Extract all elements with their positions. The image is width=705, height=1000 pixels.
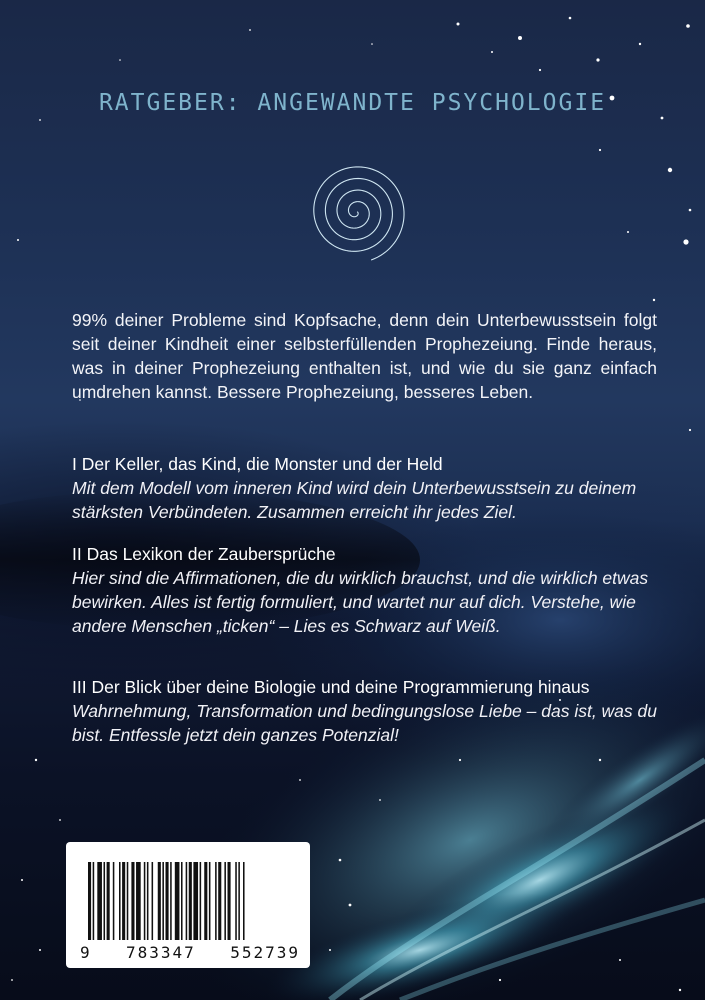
barcode-bar <box>243 862 245 940</box>
barcode-bar <box>200 862 202 940</box>
section-body: Hier sind die Affirmationen, die du wirklich brauchst, und die wirklich etwas bewirken. Alles ist fertig formuliert, und wartet nur auf dich. Verstehe, wie andere Menschen „ticken“ – Lies es Schwarz auf Weiß. <box>72 568 649 636</box>
series-title: RATGEBER: ANGEWANDTE PSYCHOLOGIE <box>98 90 607 116</box>
barcode-bar <box>144 862 146 940</box>
isbn-right-group: 552739 <box>230 943 300 962</box>
barcode-bar <box>152 862 154 940</box>
intro-text: 99% deiner Probleme sind Kopfsache, denn dein Unterbewusstsein folgt seit deiner Kindheit einer selbsterfüllenden Prophezeiung. Finde heraus, was in deiner Prophezeiung enthalten ist, und wie du sie ganz einfach umdrehen kannst. Bessere Prophezeiung, besseres Leben. <box>72 310 657 402</box>
section-heading: III Der Blick über deine Biologie und deine Programmierung hinaus <box>72 677 590 697</box>
isbn-first-digit: 9 <box>80 943 92 962</box>
section-heading: II Das Lexikon der Zaubersprüche <box>72 544 336 564</box>
isbn-barcode <box>66 842 310 968</box>
barcode-bar <box>107 862 110 940</box>
barcode-bar <box>147 862 149 940</box>
barcode-bar <box>218 862 221 940</box>
section-body: Mit dem Modell vom inneren Kind wird dein Unterbewusstsein zu deinem stärksten Verbündeten. Zusammen erreicht ihr jedes Ziel. <box>72 478 637 522</box>
isbn-number <box>80 943 300 962</box>
section-3 <box>72 675 657 747</box>
barcode-bar <box>88 862 91 940</box>
barcode-bar <box>136 862 141 940</box>
isbn-left-group: 783347 <box>126 943 196 962</box>
barcode-bar <box>170 862 172 940</box>
barcode-bar <box>189 862 192 940</box>
barcode-bar <box>97 862 102 940</box>
barcode-bar <box>93 862 95 940</box>
barcode-bar <box>127 862 129 940</box>
barcode-bar <box>186 862 188 940</box>
section-heading: I Der Keller, das Kind, die Monster und der Held <box>72 454 443 474</box>
section-body: Wahrnehmung, Transformation und bedingungslose Liebe – das ist, was du bist. Entfessle jetzt dein ganzes Potenzial! <box>72 701 657 745</box>
barcode-bar <box>175 862 180 940</box>
barcode-bar <box>158 862 161 940</box>
barcode-bar <box>181 862 183 940</box>
barcode-bar <box>215 862 217 940</box>
barcode-bar <box>224 862 226 940</box>
barcode-bar <box>166 862 169 940</box>
barcode-bar <box>113 862 115 940</box>
barcode-bar <box>193 862 198 940</box>
section-2 <box>72 542 657 638</box>
barcode-bar <box>235 862 237 940</box>
barcode-bar <box>162 862 164 940</box>
barcode-bar <box>209 862 211 940</box>
barcode-bar <box>122 862 125 940</box>
barcode-bar <box>204 862 207 940</box>
barcode-bar <box>238 862 240 940</box>
barcode-bar <box>131 862 134 940</box>
spiral-icon <box>302 158 410 266</box>
barcode-bar <box>228 862 231 940</box>
barcode-bar <box>104 862 106 940</box>
barcode-bar <box>119 862 121 940</box>
section-1 <box>72 452 657 524</box>
